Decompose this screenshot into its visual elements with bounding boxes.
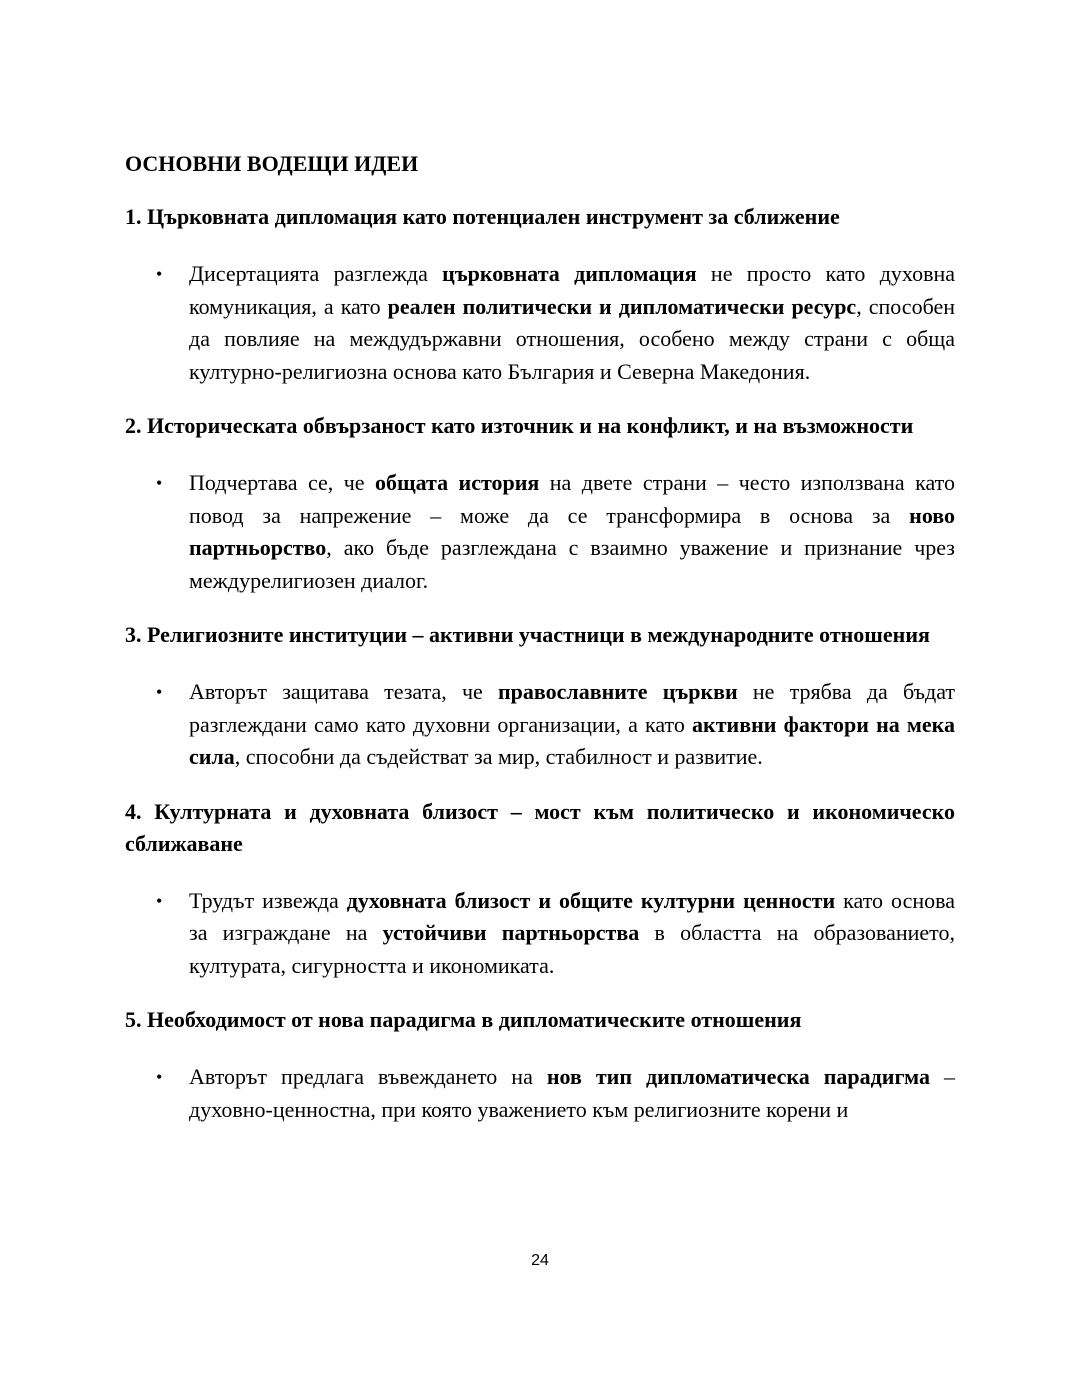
list-item: • Авторът защитава тезата, че православните църкви не трябва да бъдат разглеждани само като духовни организации, а като активни фактори на мека сила, способни да съдействат за мир, стабилност и развитие.: [125, 676, 955, 774]
emphasis: православните църкви: [497, 679, 738, 704]
emphasis: църковната дипломация: [442, 261, 697, 286]
emphasis: духовната близост и общите културни ценности: [346, 887, 836, 913]
section-heading: 3. Религиозните институции – активни участници в международните отношения: [125, 622, 930, 647]
bullet-icon: •: [156, 264, 163, 284]
bullet-list: [125, 885, 955, 983]
section-3: [125, 619, 955, 774]
bullet-icon: •: [156, 682, 163, 702]
emphasis: общата история: [375, 470, 540, 495]
section-heading: 1. Църковната дипломация като потенциален инструмент за сближение: [125, 204, 840, 229]
bullet-icon: •: [156, 473, 163, 493]
list-item: • Авторът предлага въвеждането на нов тип дипломатическа парадигма – духовно-ценностна, при която уважението към религиозните корени и: [125, 1061, 955, 1126]
bullet-list: [125, 258, 955, 388]
emphasis: активни фактори на мека сила: [189, 711, 955, 769]
bullet-list: [125, 1061, 955, 1126]
bullet-icon: •: [156, 1067, 163, 1087]
bullet-icon: •: [156, 890, 163, 911]
section-5: [125, 1004, 955, 1126]
list-item: • Подчертава се, че общата история на двете страни – често използвана като повод за напрежение – може да се трансформира в основа за ново партньорство, ако бъде разглеждана с взаимно уважение и признание чрез междурелигиозен диалог.: [125, 467, 955, 597]
page-title: ОСНОВНИ ВОДЕЩИ ИДЕИ: [125, 151, 419, 176]
list-item: • Трудът извежда духовната близост и общите културни ценности като основа за изграждане на устойчиви партньорства в областта на образованието, културата, сигурността и икономиката.: [125, 885, 955, 983]
section-1: [125, 201, 955, 388]
emphasis: ново партньорство: [189, 502, 955, 560]
emphasis: нов тип дипломатическа парадигма: [546, 1064, 930, 1089]
section-heading: 2. Историческата обвързаност като източник и на конфликт, и на възможности: [125, 413, 914, 438]
bullet-list: [125, 467, 955, 597]
section-heading: 4. Културната и духовната близост – мост към политическо и икономическо сближаване: [125, 798, 955, 856]
emphasis: реален политически и дипломатически ресурс: [387, 293, 857, 319]
bullet-list: [125, 676, 955, 774]
section-2: [125, 410, 955, 597]
emphasis: устойчиви партньорства: [382, 920, 640, 945]
page-number: 24: [531, 1252, 549, 1269]
section-4: [125, 796, 955, 983]
document-page: [125, 148, 955, 1148]
list-item: • Дисертацията разглежда църковната дипломация не просто като духовна комуникация, а като реален политически и дипломатически ресурс, способен да повлияе на междудържавни отношения, особено между страни с обща културно-религиозна основа като България и Северна Македония.: [125, 258, 955, 388]
section-heading: 5. Необходимост от нова парадигма в дипломатическите отношения: [125, 1007, 802, 1032]
